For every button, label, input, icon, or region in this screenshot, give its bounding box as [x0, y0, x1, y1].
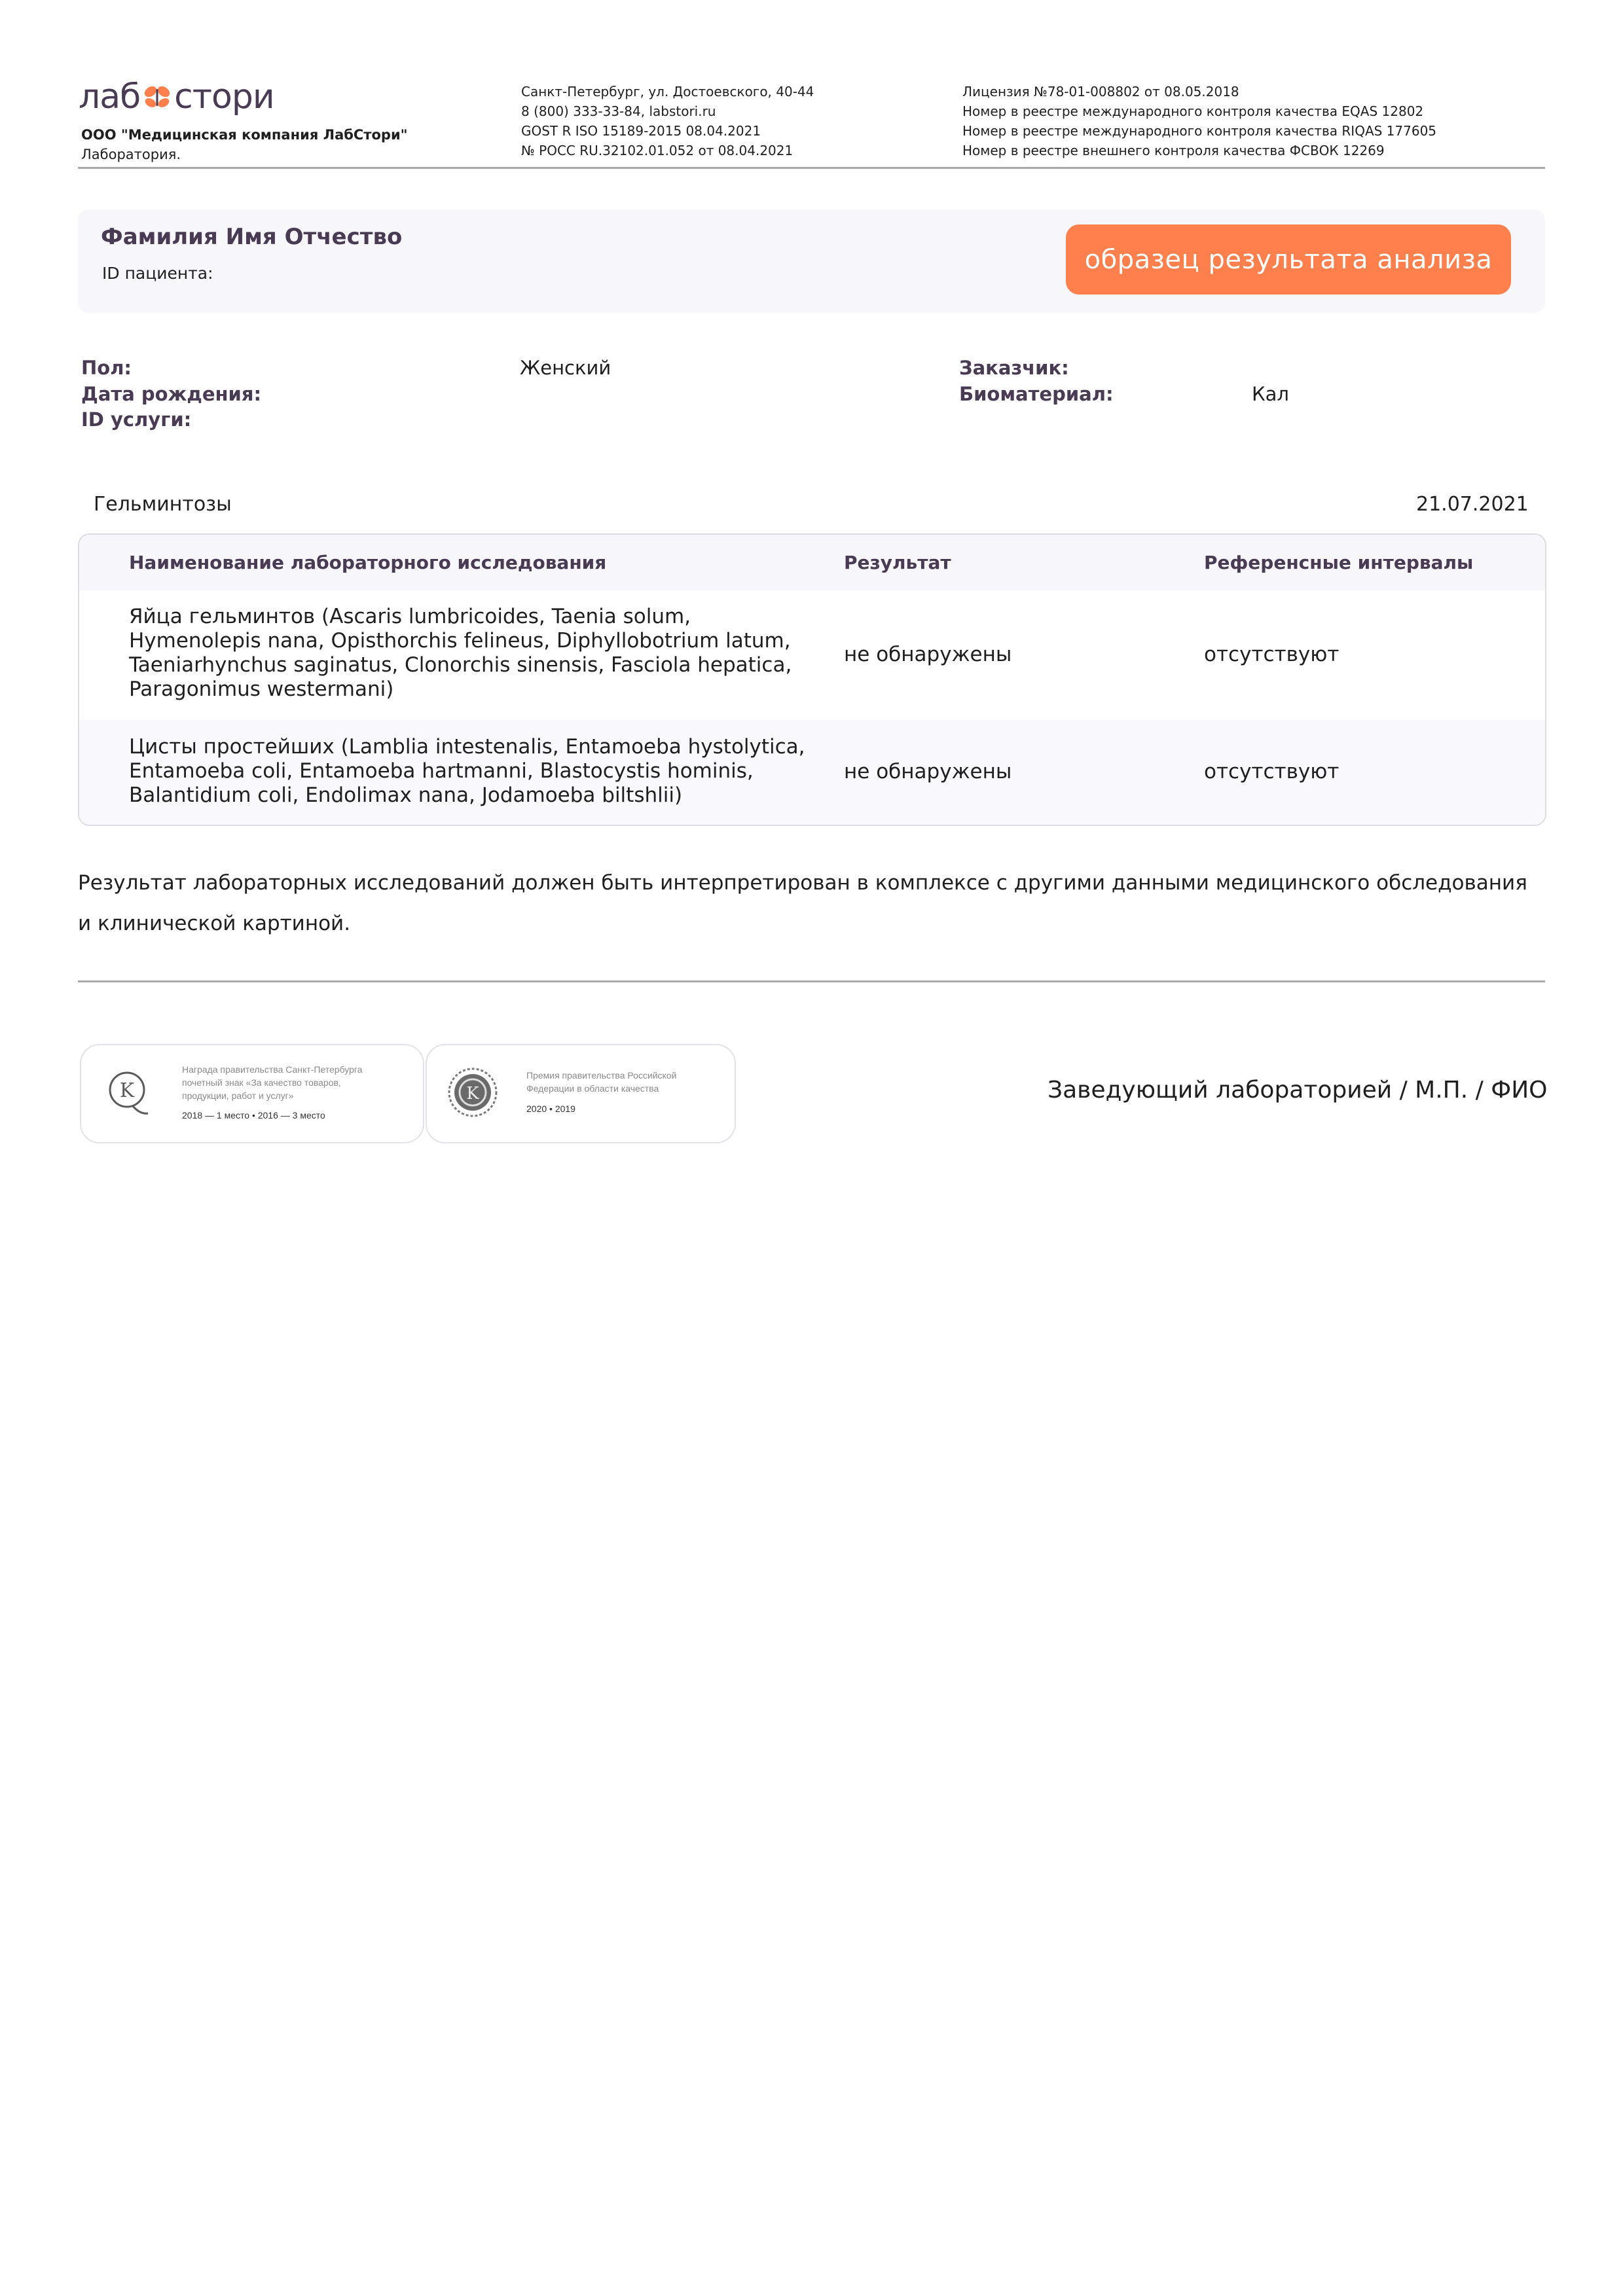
patient-id-label: ID пациента: [102, 264, 213, 283]
quality-seal-icon [445, 1064, 500, 1121]
section-title: Гельминтозы [94, 493, 232, 516]
logo-text-part1: лаб [79, 77, 141, 117]
license-number: Лицензия №78-01-008802 от 08.05.2018 [962, 84, 1239, 99]
contact-phone-site: 8 (800) 333-33-84, labstori.ru [521, 103, 716, 119]
license-riqas: Номер в реестре международного контроля качества RIQAS 177605 [962, 123, 1437, 139]
contact-ross: № РОСС RU.32102.01.052 от 08.04.2021 [521, 143, 793, 158]
footer-divider [78, 980, 1545, 982]
svg-text:K: K [466, 1084, 479, 1103]
logo-text-part2: стори [174, 77, 274, 117]
customer-label: Заказчик: [959, 357, 1069, 379]
award-badge-spb [80, 1044, 424, 1143]
reference-cell: отсутствуют [1204, 643, 1340, 666]
sample-result-badge: образец результата анализа [1066, 224, 1511, 295]
license-fsvok: Номер в реестре внешнего контроля качества ФСВОК 12269 [962, 143, 1385, 158]
butterfly-logo-icon [141, 81, 173, 113]
test-name-cell: Цисты простейших (Lamblia intestenalis, Entamoeba hystolytica, Entamoeba coli, Entamoeba hartmanni, Blastocystis hominis, Balantidium coli, Endolimax nana, Jodamoeba biltshlii) [129, 735, 805, 807]
award2-years: 2020 • 2019 [526, 1103, 575, 1114]
biomaterial-label: Биоматериал: [959, 383, 1114, 405]
award-badge-rf [426, 1044, 736, 1143]
column-header-test-name: Наименование лабораторного исследования [129, 552, 607, 573]
quality-k-logo-icon [106, 1067, 152, 1120]
award2-line: Федерации в области качества [526, 1083, 659, 1094]
section-date: 21.07.2021 [1416, 493, 1529, 516]
award2-line: Премия правительства Российской [526, 1070, 677, 1081]
test-name-cell: Яйца гельминтов (Ascaris lumbricoides, Taenia solum, Hymenolepis nana, Opisthorchis felineus, Diphyllobotrium latum, Taeniarhynchus saginatus, Clonorchis sinensis, Fasciola hepatica, Paragonimus westermani) [129, 605, 792, 701]
reference-cell: отсутствуют [1204, 760, 1340, 783]
contact-gost: GOST R ISO 15189-2015 08.04.2021 [521, 123, 761, 139]
svg-text:K: K [119, 1079, 135, 1102]
sex-label: Пол: [81, 357, 132, 379]
head-of-lab-signature: Заведующий лабораторией / М.П. / ФИО [1048, 1077, 1548, 1103]
sex-value: Женский [520, 357, 611, 379]
service-id-label: ID услуги: [81, 408, 192, 431]
interpretation-note: Результат лабораторных исследований должен быть интерпретирован в комплексе с другими данными медицинского обследования и клинической картиной. [78, 871, 1527, 935]
award1-line: почетный знак «За качество товаров, [182, 1077, 341, 1088]
award1-years: 2018 — 1 место • 2016 — 3 место [182, 1110, 325, 1121]
biomaterial-value: Кал [1252, 383, 1289, 405]
table-row [79, 720, 1545, 825]
licenses-block [962, 82, 1436, 160]
column-header-reference: Референсные интервалы [1204, 552, 1474, 573]
results-table [78, 533, 1546, 826]
award1-line: Награда правительства Санкт-Петербурга [182, 1064, 363, 1075]
organization-name: ООО "Медицинская компания ЛабСтори" [81, 127, 408, 143]
license-eqas: Номер в реестре международного контроля качества EQAS 12802 [962, 103, 1424, 119]
patient-name: Фамилия Имя Отчество [101, 224, 403, 250]
table-row [79, 590, 1545, 720]
result-cell: не обнаружены [844, 760, 1012, 783]
table-header [79, 535, 1545, 590]
birth-date-label: Дата рождения: [81, 383, 262, 405]
company-logo [79, 77, 274, 117]
column-header-result: Результат [844, 552, 951, 573]
award1-line: продукции, работ и услуг» [182, 1090, 294, 1101]
header-divider [78, 167, 1545, 169]
organization-subtitle: Лаборатория. [81, 147, 181, 162]
result-cell: не обнаружены [844, 643, 1012, 666]
contacts-block [521, 82, 814, 160]
contact-address: Санкт-Петербург, ул. Достоевского, 40-44 [521, 84, 814, 99]
